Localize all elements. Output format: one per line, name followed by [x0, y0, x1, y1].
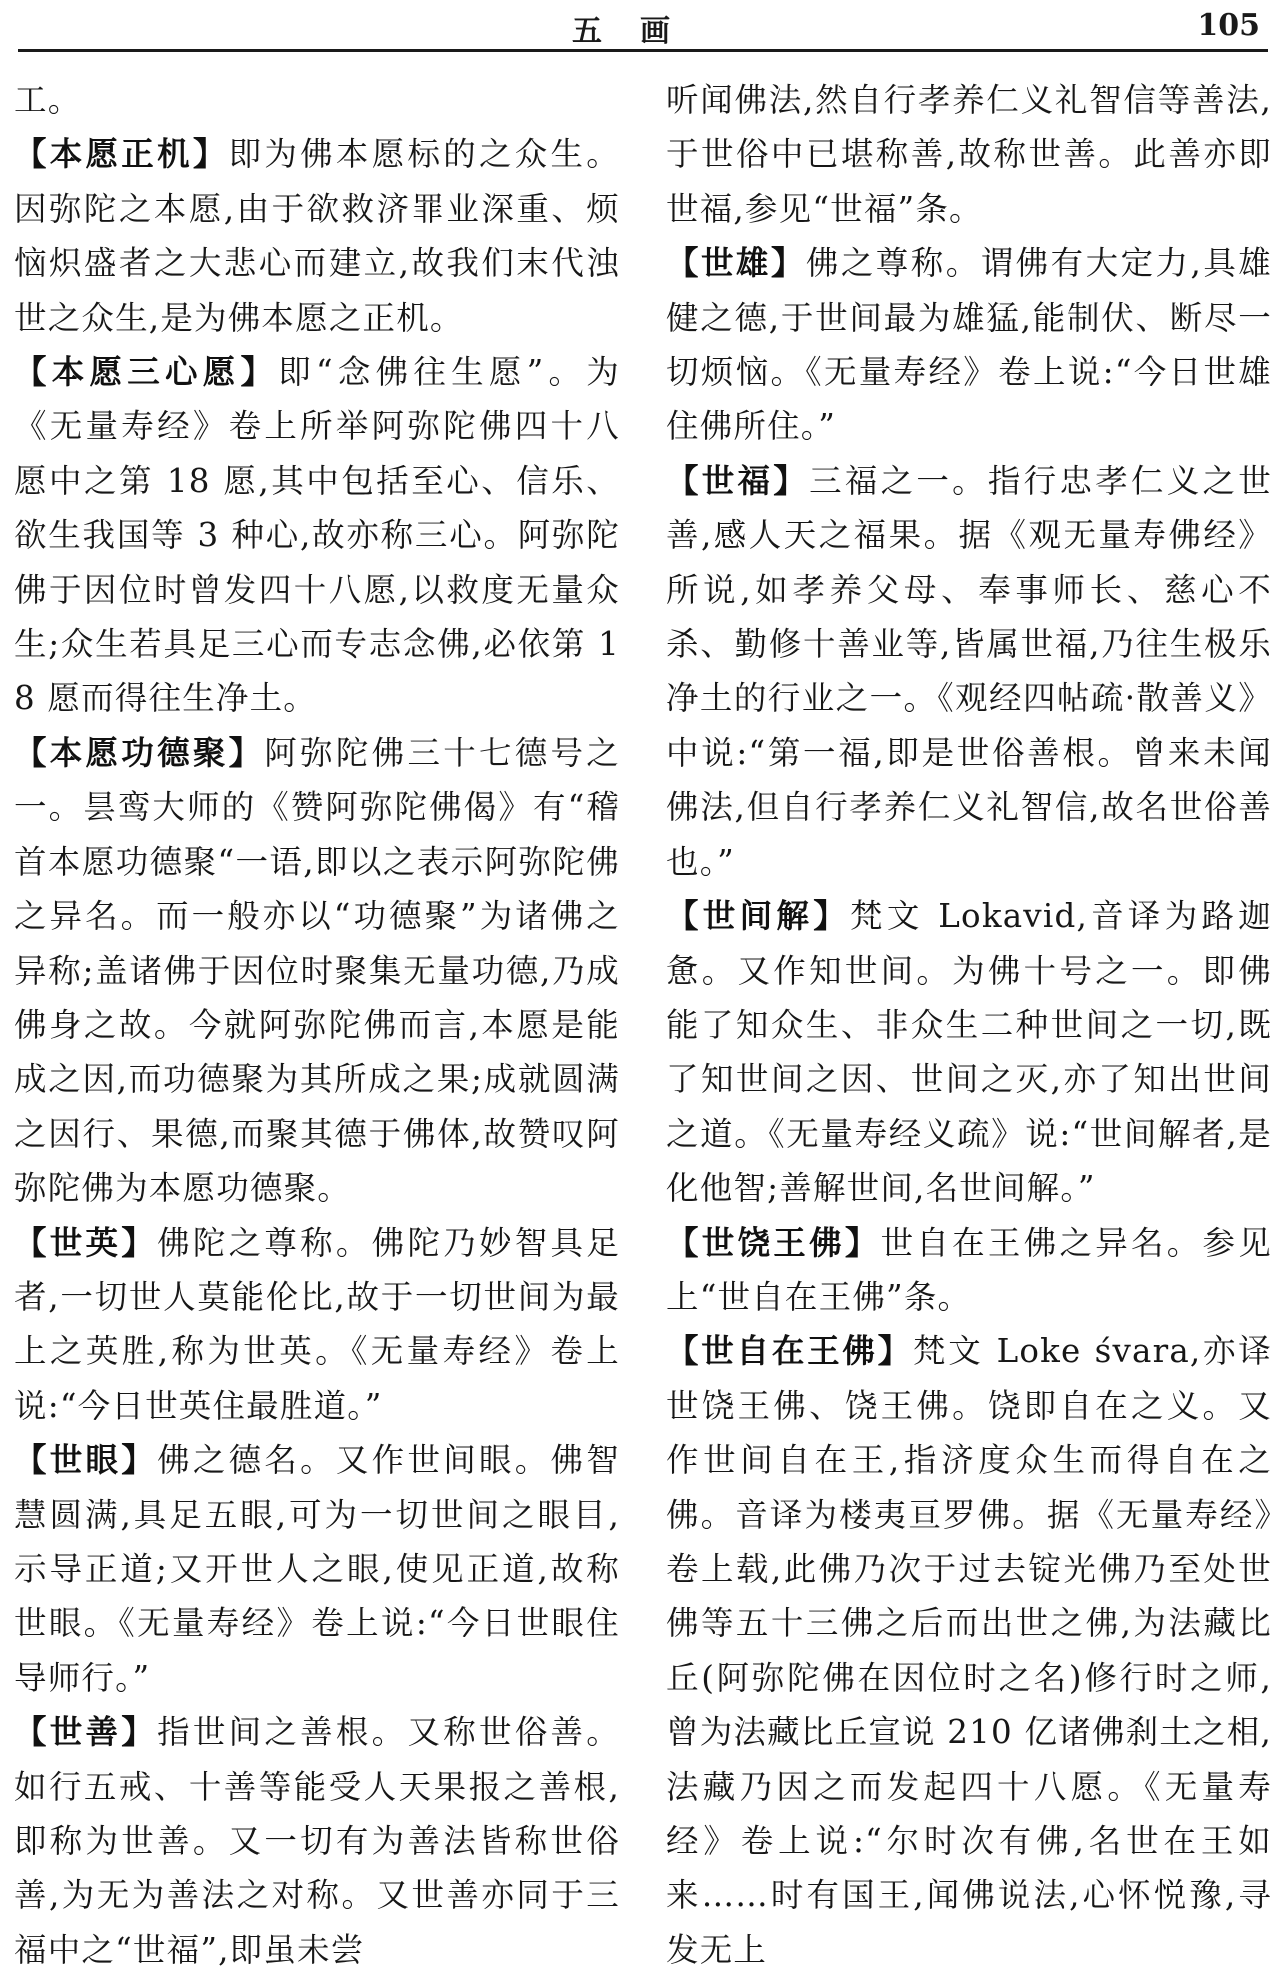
entry-headword: 【世雄】	[666, 244, 806, 283]
section-title: 五画	[572, 14, 708, 49]
entry-text: 工。	[14, 81, 82, 119]
entry-continuation	[666, 73, 1272, 236]
entry-text: 佛之德名。又作世间眼。佛智慧圆满,具足五眼,可为一切世间之眼目,示导正道;又开世人之眼,使见正道,故称世眼。《无量寿经》卷上说:“今日世眼住导师行。”	[14, 1441, 620, 1697]
entry-shijianjie	[666, 889, 1272, 1215]
entry-shirao-wang-fo	[666, 1216, 1272, 1325]
entry-headword: 【本愿三心愿】	[14, 353, 279, 392]
left-column	[14, 73, 621, 1969]
entry-text: 阿弥陀佛三十七德号之一。昙鸾大师的《赞阿弥陀佛偈》有“稽首本愿功德聚“一语,即以之表示阿弥陀佛之异名。而一般亦以“功德聚”为诸佛之异称;盖诸佛于因位时聚集无量功德,乃成佛身之故。今就阿弥陀佛而言,本愿是能成之因,而功德聚为其所成之果;成就圆满之因行、果德,而聚其德于佛体,故赞叹阿弥陀佛为本愿功德聚。	[14, 733, 620, 1208]
entry-benyuan-gongde-ju	[14, 726, 620, 1216]
entry-text: 指世间之善根。又称世俗善。如行五戒、十善等能受人天果报之善根,即称为世善。又一切有为善法皆称世俗善,为无为善法之对称。又世善亦同于三福中之“世福”,即虽未尝	[14, 1713, 620, 1969]
entry-headword: 【本愿功德聚】	[14, 733, 265, 772]
entry-continuation	[14, 73, 620, 127]
right-column	[666, 73, 1273, 1969]
entry-headword: 【世福】	[666, 461, 810, 500]
entry-shizizai-wang-fo	[666, 1324, 1272, 1977]
entry-benyuan-sanxin-yuan	[14, 345, 620, 726]
entry-headword: 【世自在王佛】	[666, 1332, 913, 1371]
entry-shishan	[14, 1705, 620, 1977]
entry-text: 佛之尊称。谓佛有大定力,具雄健之德,于世间最为雄猛,能制伏、断尽一切烦恼。《无量寿经》卷上说:“今日世雄住佛所住。”	[666, 244, 1272, 446]
entry-headword: 【世间解】	[666, 897, 851, 936]
entry-text: 梵文 Loke śvara,亦译世饶王佛、饶王佛。饶即自在之义。又作世间自在王,指济度众生而得自在之佛。音译为楼夷亘罗佛。据《无量寿经》卷上载,此佛乃次于过去锭光佛乃至处世佛等五十三佛之后而出世之佛,为法藏比丘(阿弥陀佛在因位时之名)修行时之师,曾为法藏比丘宣说 210 亿诸佛刹土之相,法藏乃因之而发起四十八愿。《无量寿经》卷上说:“尔时次有佛,名世在王如来……时有国王,闻佛说法,心怀悦豫,寻发无上	[666, 1332, 1272, 1969]
entry-shifu	[666, 454, 1272, 889]
entry-headword: 【世眼】	[14, 1441, 158, 1480]
page-number: 105	[1197, 8, 1260, 43]
entry-benyuan-zhengji	[14, 127, 620, 345]
entry-shiying	[14, 1216, 620, 1434]
entry-text: 即“念佛往生愿”。为《无量寿经》卷上所举阿弥陀佛四十八愿中之第 18 愿,其中包括至心、信乐、欲生我国等 3 种心,故亦称三心。阿弥陀佛于因位时曾发四十八愿,以救度无量众生;众生若具足三心而专志念佛,必依第 18 愿而得往生净土。	[14, 353, 620, 718]
entry-shiyan	[14, 1433, 620, 1705]
entry-text: 梵文 Lokavid,音译为路迦惫。又作知世间。为佛十号之一。即佛能了知众生、非众生二种世间之一切,既了知世间之因、世间之灭,亦了知出世间之道。《无量寿经义疏》说:“世间解者,是化他智;善解世间,名世间解。”	[666, 897, 1272, 1208]
entry-headword: 【世英】	[14, 1223, 158, 1262]
page-header	[0, 0, 1280, 54]
header-rule	[18, 49, 1268, 52]
entry-text: 世自在王佛之异名。参见上“世自在王佛”条。	[666, 1223, 1273, 1316]
entry-text: 佛陀之尊称。佛陀乃妙智具足者,一切世人莫能伦比,故于一切世间为最上之英胜,称为世英。《无量寿经》卷上说:“今日世英住最胜道。”	[14, 1223, 620, 1425]
entry-text: 即为佛本愿标的之众生。因弥陀之本愿,由于欲救济罪业深重、烦恼炽盛者之大悲心而建立,故我们末代浊世之众生,是为佛本愿之正机。	[14, 135, 621, 337]
entry-text: 听闻佛法,然自行孝养仁义礼智信等善法,于世俗中已堪称善,故称世善。此善亦即世福,参见“世福”条。	[666, 81, 1272, 228]
entry-text: 三福之一。指行忠孝仁义之世善,感人天之福果。据《观无量寿佛经》所说,如孝养父母、奉事师长、慈心不杀、勤修十善业等,皆属世福,乃往生极乐净土的行业之一。《观经四帖疏·散善义》中说:“第一福,即是世俗善根。曾来未闻佛法,但自行孝养仁义礼智信,故名世俗善也。”	[666, 461, 1272, 881]
entry-headword: 【本愿正机】	[14, 135, 229, 174]
entry-shixiong	[666, 236, 1272, 454]
entry-headword: 【世善】	[14, 1713, 158, 1752]
entry-headword: 【世饶王佛】	[666, 1223, 881, 1262]
